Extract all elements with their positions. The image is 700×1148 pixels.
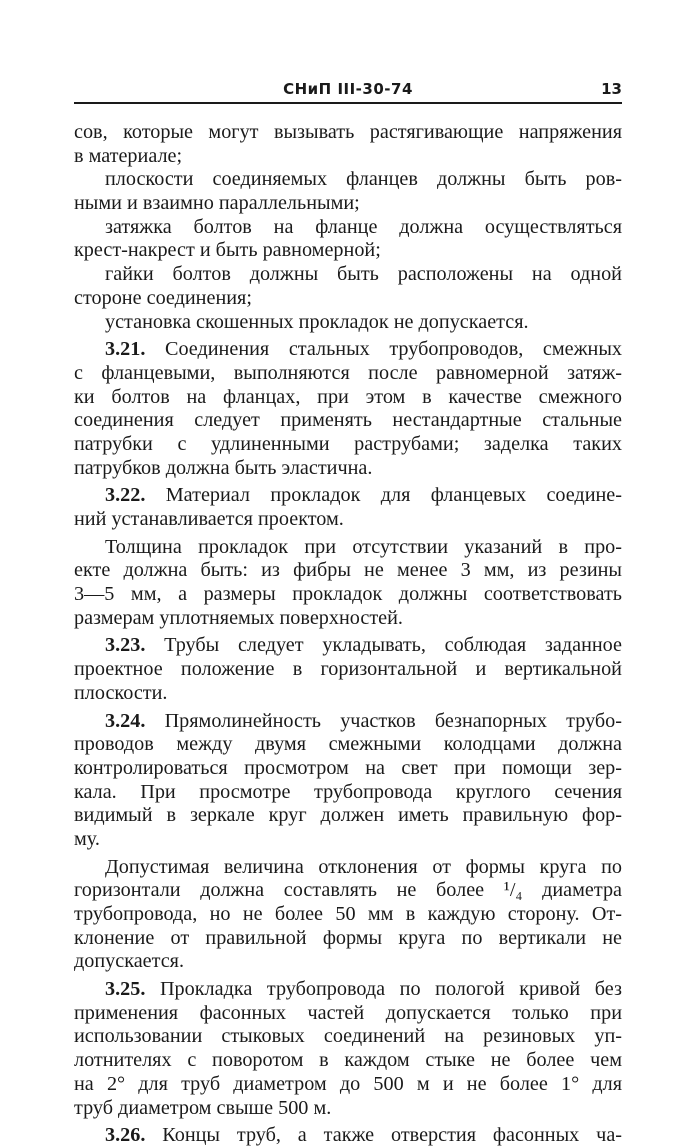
- line-text: проводов между двумя смежными колодцами должна: [74, 733, 622, 756]
- text-line: [74, 311, 622, 335]
- text-line: [74, 658, 622, 682]
- line-text: екте должна быть: из фибры не менее 3 мм, из резины: [74, 559, 622, 582]
- line-text: ки болтов на фланцах, при этом в качестве смежного: [74, 385, 622, 408]
- text-line: [74, 457, 622, 481]
- line-text: плоскости соединяемых фланцев должны быть ров-: [105, 168, 622, 191]
- line-text: затяжка болтов на фланце должна осуществляться: [105, 215, 622, 238]
- text-line: [74, 239, 622, 263]
- line-text: патрубки с удлиненными раструбами; заделка таких: [74, 432, 622, 455]
- line-text: ными и взаимно параллельными;: [74, 192, 360, 215]
- page-number: 13: [601, 80, 622, 98]
- line-text: с фланцевыми, выполняются после равномерной затяж-: [74, 361, 622, 384]
- text-line: [74, 856, 622, 880]
- document-page: [74, 70, 622, 1148]
- line-text: горизонтали должна составлять не более ¹/₄ диаметра: [74, 879, 622, 902]
- standard-title: СНиП III-30-74: [283, 80, 413, 98]
- text-line: [74, 903, 622, 927]
- line-text: применения фасонных частей допускается только при: [74, 1001, 622, 1024]
- text-line: [74, 1073, 622, 1097]
- line-text: в материале;: [74, 144, 183, 167]
- text-line: [74, 781, 622, 805]
- text-line: [74, 733, 622, 757]
- text-line: [74, 287, 622, 311]
- line-text: му.: [74, 827, 100, 850]
- text-line: [74, 1025, 622, 1049]
- line-text: видимый в зеркале круг должен иметь правильную фор-: [74, 804, 622, 827]
- section-number: 3.22.: [105, 484, 146, 507]
- line-text: Соединения стальных трубопроводов, смежных: [145, 338, 622, 361]
- text-line: [74, 879, 622, 903]
- line-text: Толщина прокладок при отсутствии указаний в про-: [105, 535, 622, 558]
- text-line: [74, 1002, 622, 1026]
- line-text: лотнителях с поворотом в каждом стыке не более чем: [74, 1049, 622, 1072]
- line-text: плоскости.: [74, 681, 168, 704]
- text-line: [74, 409, 622, 433]
- line-text: размерам уплотняемых поверхностей.: [74, 606, 403, 629]
- line-text: 3—5 мм, а размеры прокладок должны соответствовать: [74, 583, 622, 606]
- text-line: [74, 362, 622, 386]
- text-line: [74, 386, 622, 410]
- text-line: [74, 682, 622, 706]
- text-line: [74, 607, 622, 631]
- line-text: труб диаметром свыше 500 м.: [74, 1096, 332, 1119]
- page-header: [74, 70, 622, 104]
- text-line: [74, 927, 622, 951]
- line-text: патрубков должна быть эластична.: [74, 456, 373, 479]
- section-line: [74, 1124, 622, 1148]
- line-text: ний устанавливается проектом.: [74, 508, 344, 530]
- line-text: кала. При просмотре трубопровода круглого сечения: [74, 780, 622, 803]
- text-line: [74, 1097, 622, 1121]
- section-line: [74, 634, 622, 658]
- line-text: Трубы следует укладывать, соблюдая заданное: [145, 634, 622, 657]
- line-text: Материал прокладок для фланцевых соедине-: [145, 484, 622, 507]
- line-text: использовании стыковых соединений на резиновых уп-: [74, 1025, 622, 1048]
- line-text: сов, которые могут вызывать растягивающие напряжения: [74, 121, 622, 143]
- section-line: [74, 338, 622, 362]
- section-number: 3.23.: [105, 634, 146, 657]
- text-line: [74, 168, 622, 192]
- line-text: Прокладка трубопровода по пологой кривой без: [145, 978, 622, 1001]
- section-number: 3.25.: [105, 978, 146, 1001]
- text-line: [74, 559, 622, 583]
- text-line: [74, 433, 622, 457]
- text-line: [74, 950, 622, 974]
- section-line: [74, 710, 622, 734]
- section-line: [74, 484, 622, 508]
- text-line: [74, 583, 622, 607]
- text-line: [74, 216, 622, 240]
- text-line: [74, 263, 622, 287]
- text-line: [74, 757, 622, 781]
- text-line: [74, 145, 622, 169]
- text-line: [74, 1049, 622, 1073]
- line-text: клонение от правильной формы круга по вертикали не: [74, 926, 622, 949]
- line-text: гайки болтов должны быть расположены на одной: [105, 263, 622, 286]
- section-number: 3.26.: [105, 1124, 146, 1147]
- text-line: [74, 828, 622, 852]
- line-text: трубопровода, но не более 50 мм в каждую сторону. От-: [74, 903, 622, 925]
- line-text: Прямолинейность участков безнапорных трубо-: [145, 709, 622, 732]
- line-text: Концы труб, а также отверстия фасонных ча-: [145, 1124, 622, 1147]
- line-text: проектное положение в горизонтальной и вертикальной: [74, 658, 622, 681]
- line-text: Допустимая величина отклонения от формы круга по: [105, 855, 622, 878]
- line-text: контролироваться просмотром на свет при помощи зер-: [74, 756, 622, 779]
- text-line: [74, 508, 622, 532]
- text-line: [74, 804, 622, 828]
- text-line: [74, 192, 622, 216]
- line-text: допускается.: [74, 950, 185, 973]
- text-line: [74, 536, 622, 560]
- body-text: [74, 121, 622, 1148]
- line-text: на 2° для труб диаметром до 500 м и не более 1° для: [74, 1072, 622, 1095]
- line-text: соединения следует применять нестандартные стальные: [74, 409, 622, 432]
- line-text: установка скошенных прокладок не допускается.: [105, 310, 529, 333]
- section-number: 3.21.: [105, 338, 146, 361]
- line-text: крест-накрест и быть равномерной;: [74, 239, 381, 262]
- line-text: стороне соединения;: [74, 286, 252, 309]
- section-line: [74, 978, 622, 1002]
- section-number: 3.24.: [105, 709, 146, 732]
- text-line: [74, 121, 622, 145]
